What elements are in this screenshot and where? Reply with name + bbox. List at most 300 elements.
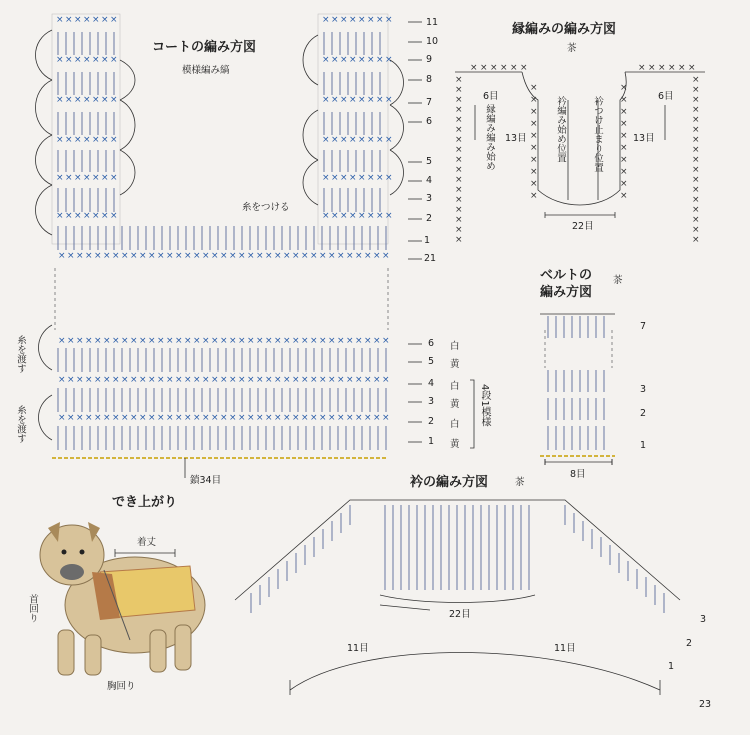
sc-stitch: × [274,375,282,385]
sc-stitch: × [283,336,291,346]
sc-stitch: × [265,413,273,423]
row-label: 5 [426,156,433,167]
coat-subtitle: 模様編み縞 [182,65,230,76]
sc-stitch: × [65,55,73,65]
sc-stitch: × [184,413,192,423]
sc-stitch: × [322,135,330,145]
sc-stitch: × [692,85,700,95]
sc-stitch: × [331,211,339,221]
row-label: 21 [424,253,437,264]
sc-stitch: × [620,179,628,189]
sc-stitch: × [92,15,100,25]
sc-stitch: × [331,135,339,145]
sc-stitch: × [455,185,463,195]
sc-stitch: × [265,375,273,385]
row-label: 6 [428,338,435,349]
sc-stitch: × [620,95,628,105]
row-label: 1 [428,436,435,447]
sc-stitch: × [364,251,372,261]
edging-left-side: 13目 [505,133,527,144]
sc-stitch: × [346,413,354,423]
sc-stitch: × [692,225,700,235]
sc-stitch: × [382,413,390,423]
sc-stitch: × [367,211,375,221]
neck-label: 首回り [27,594,38,623]
sc-stitch: × [76,336,84,346]
sc-stitch: × [349,15,357,25]
sc-stitch: × [688,63,696,73]
sc-stitch: × [322,95,330,105]
sc-stitch: × [620,119,628,129]
sc-stitch: × [455,145,463,155]
sc-stitch: × [193,375,201,385]
sc-stitch: × [83,15,91,25]
sc-stitch: × [530,107,538,117]
sc-stitch: × [322,211,330,221]
sc-stitch: × [455,135,463,145]
length-label: 着丈 [137,537,157,548]
sc-stitch: × [301,251,309,261]
sc-stitch: × [692,145,700,155]
sc-stitch: × [692,75,700,85]
sc-stitch: × [166,336,174,346]
repeat-note: 4段1模様 [479,384,490,427]
sc-stitch: × [74,15,82,25]
sc-stitch: × [101,135,109,145]
sc-stitch: × [238,413,246,423]
sc-stitch: × [58,251,66,261]
collar-end-label: 衿つけ止まり位置 [592,96,603,172]
sc-stitch: × [340,15,348,25]
sc-stitch: × [376,211,384,221]
sc-stitch: × [247,413,255,423]
sc-stitch: × [367,95,375,105]
sc-stitch: × [265,251,273,261]
sc-stitch: × [358,211,366,221]
sc-stitch: × [310,336,318,346]
sc-stitch: × [65,211,73,221]
sc-stitch: × [220,375,228,385]
sc-stitch: × [340,211,348,221]
page-number: 23 [699,699,712,710]
sc-stitch: × [184,375,192,385]
sc-stitch: × [211,375,219,385]
sc-stitch: × [103,336,111,346]
sc-stitch: × [56,135,64,145]
sc-stitch: × [355,375,363,385]
sc-stitch: × [92,95,100,105]
sc-stitch: × [175,375,183,385]
collar-right: 11目 [554,643,576,654]
sc-stitch: × [76,375,84,385]
sc-stitch: × [530,95,538,105]
sc-stitch: × [319,251,327,261]
sc-stitch: × [76,413,84,423]
row-label: 4 [426,175,433,186]
row-color: 白 [450,341,460,352]
sc-stitch: × [331,95,339,105]
collar-title: 衿の編み方図 [410,475,489,490]
sc-stitch: × [349,211,357,221]
sc-stitch: × [229,375,237,385]
sc-stitch: × [668,63,676,73]
row-color: 黄 [450,439,460,450]
sc-stitch: × [337,336,345,346]
sc-stitch: × [56,55,64,65]
edging-title: 縁編みの編み方図 [512,22,617,37]
sc-stitch: × [56,211,64,221]
coat-width-label: 鎖34目 [190,475,222,486]
sc-stitch: × [337,375,345,385]
sc-stitch: × [292,251,300,261]
sc-stitch: × [367,15,375,25]
sc-stitch: × [112,375,120,385]
sc-stitch: × [346,375,354,385]
collar-color: 茶 [515,477,525,488]
sc-stitch: × [310,375,318,385]
row-color: 白 [450,381,460,392]
sc-stitch: × [74,173,82,183]
sc-stitch: × [692,95,700,105]
row-color: 黄 [450,359,460,370]
sc-stitch: × [65,135,73,145]
sc-stitch: × [83,55,91,65]
sc-stitch: × [328,413,336,423]
sc-stitch: × [692,185,700,195]
sc-stitch: × [328,375,336,385]
sc-stitch: × [530,143,538,153]
sc-stitch: × [355,251,363,261]
sc-stitch: × [692,175,700,185]
sc-stitch: × [130,336,138,346]
sc-stitch: × [74,211,82,221]
sc-stitch: × [130,413,138,423]
sc-stitch: × [331,15,339,25]
sc-stitch: × [385,173,393,183]
sc-stitch: × [256,375,264,385]
edging-right-side: 13目 [633,133,655,144]
sc-stitch: × [455,165,463,175]
sc-stitch: × [274,336,282,346]
sc-stitch: × [373,336,381,346]
sc-stitch: × [382,375,390,385]
sc-stitch: × [110,173,118,183]
sc-stitch: × [166,413,174,423]
sc-stitch: × [247,251,255,261]
sc-stitch: × [56,173,64,183]
sc-stitch: × [65,173,73,183]
sc-stitch: × [620,167,628,177]
sc-stitch: × [292,336,300,346]
sc-stitch: × [367,55,375,65]
sc-stitch: × [692,215,700,225]
sc-stitch: × [455,215,463,225]
sc-stitch: × [692,205,700,215]
sc-stitch: × [92,173,100,183]
sc-stitch: × [648,63,656,73]
sc-stitch: × [184,251,192,261]
sc-stitch: × [500,63,508,73]
sc-stitch: × [455,115,463,125]
belt-width-label: 8目 [570,469,586,480]
sc-stitch: × [692,115,700,125]
sc-stitch: × [530,131,538,141]
sc-stitch: × [692,195,700,205]
sc-stitch: × [139,413,147,423]
carry-yarn-label-1: 糸を渡す [15,335,26,373]
sc-stitch: × [510,63,518,73]
row-label: 2 [428,416,435,427]
measure-lines [115,549,175,557]
sc-stitch: × [83,211,91,221]
sc-stitch: × [67,413,75,423]
sc-stitch: × [202,336,210,346]
sc-stitch: × [202,375,210,385]
sc-stitch: × [202,413,210,423]
sc-stitch: × [319,336,327,346]
sc-stitch: × [455,205,463,215]
sc-stitch: × [101,55,109,65]
sc-stitch: × [184,336,192,346]
sc-stitch: × [364,336,372,346]
sc-stitch: × [692,125,700,135]
sc-stitch: × [455,155,463,165]
edging-left-count: 6目 [483,91,499,102]
sc-stitch: × [364,413,372,423]
sc-stitch: × [373,413,381,423]
sc-stitch: × [175,336,183,346]
sc-stitch: × [58,375,66,385]
sc-stitch: × [103,251,111,261]
sc-stitch: × [67,336,75,346]
sc-stitch: × [322,55,330,65]
sc-stitch: × [139,375,147,385]
sc-stitch: × [355,336,363,346]
sc-stitch: × [382,251,390,261]
sc-stitch: × [328,251,336,261]
sc-stitch: × [301,336,309,346]
sc-stitch: × [130,251,138,261]
sc-stitch: × [211,413,219,423]
sc-stitch: × [455,225,463,235]
sc-stitch: × [101,211,109,221]
sc-stitch: × [620,143,628,153]
sc-stitch: × [274,251,282,261]
sc-stitch: × [490,63,498,73]
sc-stitch: × [349,55,357,65]
sc-stitch: × [112,336,120,346]
sc-stitch: × [322,15,330,25]
sc-stitch: × [349,95,357,105]
sc-stitch: × [65,95,73,105]
sc-stitch: × [367,135,375,145]
row-label: 9 [426,54,433,65]
sc-stitch: × [328,336,336,346]
sc-stitch: × [220,413,228,423]
sc-stitch: × [376,15,384,25]
collar-start-label: 衿編み始め位置 [555,96,566,163]
sc-stitch: × [110,135,118,145]
sc-stitch: × [74,55,82,65]
sc-stitch: × [193,413,201,423]
row-label: 5 [428,356,435,367]
sc-stitch: × [175,413,183,423]
yarn-attach-label: 糸をつける [242,202,290,213]
sc-stitch: × [85,336,93,346]
sc-stitch: × [692,165,700,175]
sc-stitch: × [376,135,384,145]
sc-stitch: × [337,251,345,261]
sc-stitch: × [58,336,66,346]
sc-stitch: × [265,336,273,346]
sc-stitch: × [382,336,390,346]
collar-row-label: 1 [668,661,675,672]
sc-stitch: × [455,75,463,85]
sc-stitch: × [310,251,318,261]
sc-stitch: × [121,336,129,346]
sc-stitch: × [83,173,91,183]
sc-stitch: × [157,413,165,423]
sc-stitch: × [157,375,165,385]
sc-stitch: × [58,413,66,423]
row-label: 8 [426,74,433,85]
sc-stitch: × [110,15,118,25]
row-label: 1 [424,235,431,246]
row-label: 2 [426,213,433,224]
sc-stitch: × [367,173,375,183]
sc-stitch: × [692,135,700,145]
sc-stitch: × [74,135,82,145]
sc-stitch: × [620,83,628,93]
belt-row-label: 7 [640,321,647,332]
sc-stitch: × [358,95,366,105]
sc-stitch: × [346,251,354,261]
sc-stitch: × [455,195,463,205]
sc-stitch: × [455,85,463,95]
chest-label: 胸回り [107,681,136,692]
sc-stitch: × [340,173,348,183]
sc-stitch: × [620,191,628,201]
sc-stitch: × [530,179,538,189]
sc-stitch: × [94,251,102,261]
sc-stitch: × [157,336,165,346]
sc-stitch: × [256,413,264,423]
sc-stitch: × [112,413,120,423]
sc-stitch: × [148,336,156,346]
belt-row-label: 1 [640,440,647,451]
row-label: 3 [428,396,435,407]
sc-stitch: × [121,251,129,261]
sc-stitch: × [385,15,393,25]
sc-stitch: × [455,175,463,185]
row-color: 白 [450,419,460,430]
collar-left: 11目 [347,643,369,654]
belt-row-label: 2 [640,408,647,419]
sc-stitch: × [331,173,339,183]
sc-stitch: × [175,251,183,261]
collar-row-label: 2 [686,638,693,649]
collar-center: 22目 [449,609,471,620]
sc-stitch: × [220,251,228,261]
sc-stitch: × [256,251,264,261]
sc-stitch: × [301,413,309,423]
sc-stitch: × [283,251,291,261]
sc-stitch: × [455,95,463,105]
sc-stitch: × [620,107,628,117]
sc-stitch: × [376,55,384,65]
sc-stitch: × [139,336,147,346]
sc-stitch: × [110,95,118,105]
sc-stitch: × [193,251,201,261]
sc-stitch: × [292,413,300,423]
sc-stitch: × [211,251,219,261]
sc-stitch: × [101,15,109,25]
edging-color: 茶 [567,43,577,54]
edging-start-label: 縁編み編み始め [484,104,495,171]
sc-stitch: × [620,131,628,141]
sc-stitch: × [455,105,463,115]
sc-stitch: × [103,413,111,423]
sc-stitch: × [56,15,64,25]
sc-stitch: × [322,173,330,183]
sc-stitch: × [110,211,118,221]
sc-stitch: × [385,211,393,221]
sc-stitch: × [85,375,93,385]
sc-stitch: × [337,413,345,423]
sc-stitch: × [92,135,100,145]
sc-stitch: × [148,251,156,261]
sc-stitch: × [340,95,348,105]
sc-stitch: × [139,251,147,261]
sc-stitch: × [692,105,700,115]
belt-title-1: ベルトの [540,268,593,283]
sc-stitch: × [103,375,111,385]
sc-stitch: × [101,173,109,183]
sc-stitch: × [319,375,327,385]
sc-stitch: × [74,95,82,105]
sc-stitch: × [166,375,174,385]
sc-stitch: × [358,55,366,65]
sc-stitch: × [364,375,372,385]
edging-right-count: 6目 [658,91,674,102]
sc-stitch: × [121,413,129,423]
sc-stitch: × [470,63,478,73]
sc-stitch: × [56,95,64,105]
sc-stitch: × [101,95,109,105]
row-label: 10 [426,36,439,47]
sc-stitch: × [340,135,348,145]
sc-stitch: × [83,95,91,105]
sc-stitch: × [67,375,75,385]
sc-stitch: × [220,336,228,346]
sc-stitch: × [620,155,628,165]
finished-title: でき上がり [112,495,178,510]
sc-stitch: × [193,336,201,346]
sc-stitch: × [480,63,488,73]
sc-stitch: × [130,375,138,385]
sc-stitch: × [211,336,219,346]
sc-stitch: × [94,375,102,385]
sc-stitch: × [530,119,538,129]
sc-stitch: × [358,173,366,183]
sc-stitch: × [238,375,246,385]
carry-yarn-label-2: 糸を渡す [15,405,26,443]
sc-stitch: × [455,235,463,245]
sc-stitch: × [247,336,255,346]
sc-stitch: × [110,55,118,65]
sc-stitch: × [373,251,381,261]
sc-stitch: × [94,413,102,423]
